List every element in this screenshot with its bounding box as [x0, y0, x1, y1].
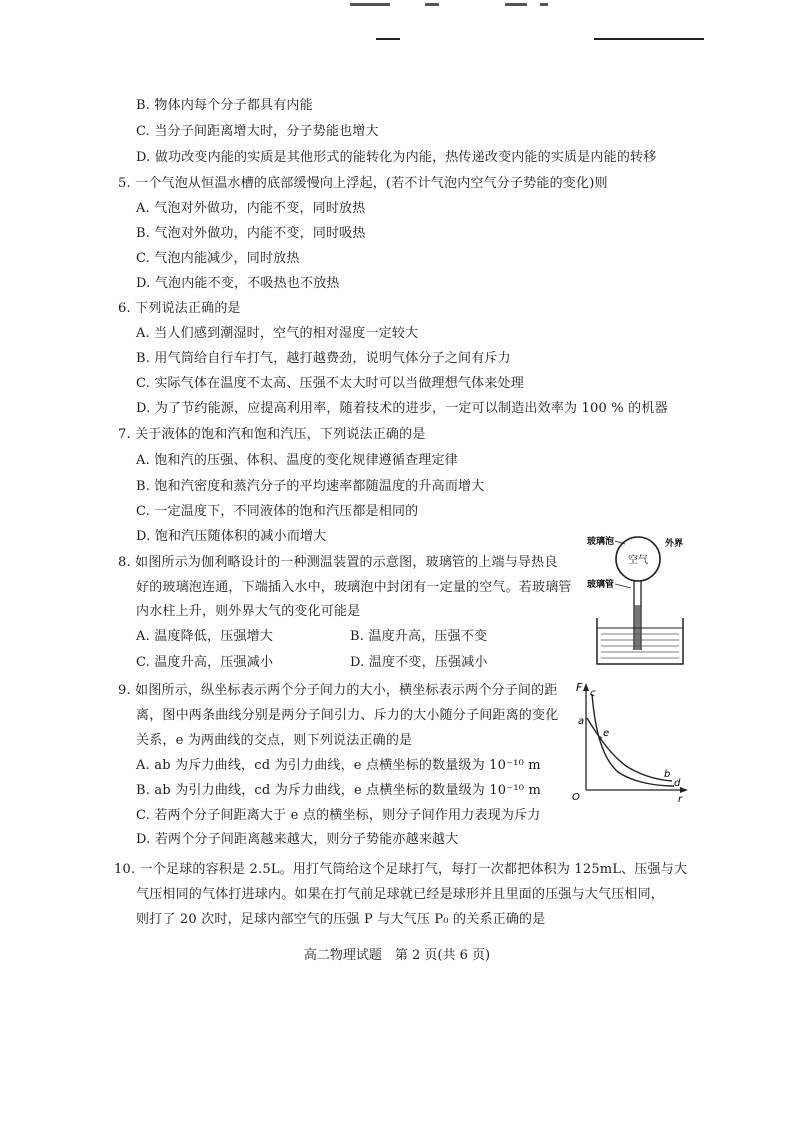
question-7: 7. 关于液体的饱和汽和饱和汽压，下列说法正确的是	[118, 427, 426, 442]
option-text: B. 饱和汽密度和蒸汽分子的平均速率都随温度的升高而增大	[136, 479, 485, 494]
figure-8-outside-label: 外界	[665, 539, 684, 549]
figure-9-point-e: e	[603, 728, 610, 739]
option-text: B. 用气筒给自行车打气，越打越费劲，说明气体分子之间有斥力	[136, 351, 511, 366]
option-text: C. 气泡内能减少，同时放热	[136, 251, 300, 266]
option-text: B. ab 为引力曲线，cd 为斥力曲线，e 点横坐标的数量级为 10⁻¹⁰ m	[136, 783, 542, 798]
question-6: 6. 下列说法正确的是	[118, 301, 241, 316]
figure-9-point-a: a	[578, 716, 585, 727]
figure-9-point-c: c	[590, 688, 596, 699]
question-8-cont: 好的玻璃泡连通，下端插入水中，玻璃泡中封闭有一定量的空气。若玻璃管	[136, 580, 572, 595]
figure-8-tube-label: 玻璃管	[587, 580, 615, 590]
option-text: B. 温度升高，压强不变	[350, 629, 488, 644]
figure-9-point-b: b	[664, 769, 671, 780]
option-text: D. 若两个分子间距离越来越大，则分子势能亦越来越大	[136, 832, 459, 847]
page-footer: 高二物理试题 第 2 页(共 6 页)	[303, 948, 491, 963]
question-9-cont: 离，图中两条曲线分别是两分子间引力、斥力的大小随分子间距离的变化	[136, 708, 559, 723]
option-text: A. 饱和汽的压强、体积、温度的变化规律遵循查理定律	[136, 453, 458, 468]
option-text: D. 气泡内能不变，不吸热也不放热	[136, 276, 340, 291]
figure-9-force-graph	[566, 680, 691, 805]
option-text: A. 温度降低，压强增大	[136, 629, 274, 644]
option-text: B. 物体内每个分子都具有内能	[136, 98, 313, 113]
question-9: 9. 如图所示，纵坐标表示两个分子间力的大小，横坐标表示两个分子间的距	[118, 683, 558, 698]
question-9-cont: 关系，e 为两曲线的交点，则下列说法正确的是	[136, 733, 413, 748]
figure-9-origin-label: O	[572, 792, 580, 803]
header-rule-left	[376, 38, 400, 40]
option-text: D. 做功改变内能的实质是其他形式的能转化为内能，热传递改变内能的实质是内能的转移	[136, 150, 657, 165]
figure-9-y-axis-label: F	[576, 681, 583, 694]
option-text: A. ab 为斥力曲线，cd 为引力曲线，e 点横坐标的数量级为 10⁻¹⁰ m	[136, 758, 541, 773]
question-10: 10. 一个足球的容积是 2.5L。用打气筒给这个足球打气，每打一次都把体积为 125mL、压强与大	[114, 862, 688, 877]
figure-9-point-d: d	[674, 778, 681, 789]
option-text: B. 气泡对外做功，内能不变，同时吸热	[136, 226, 366, 241]
option-text: C. 一定温度下，不同液体的饱和汽压都是相同的	[136, 504, 419, 519]
question-8-cont: 内水柱上升，则外界大气的变化可能是	[136, 604, 361, 619]
option-text: D. 饱和汽压随体积的减小而增大	[136, 529, 327, 544]
option-text: C. 温度升高，压强减小	[136, 655, 274, 670]
option-text: C. 若两个分子间距离大于 e 点的横坐标，则分子间作用力表现为斥力	[136, 808, 541, 823]
option-text: A. 当人们感到潮湿时，空气的相对湿度一定较大	[136, 326, 419, 341]
option-text: D. 温度不变，压强减小	[350, 655, 488, 670]
option-text: A. 气泡对外做功，内能不变，同时放热	[136, 201, 366, 216]
question-5: 5. 一个气泡从恒温水槽的底部缓慢向上浮起，(若不计气泡内空气分子势能的变化)则	[118, 176, 608, 191]
figure-8-bulb-label: 玻璃泡	[587, 537, 615, 547]
figure-8-air-label: 空气	[628, 555, 648, 566]
figure-8-thermometer	[585, 532, 695, 670]
option-text: D. 为了节约能源，应提高利用率，随着技术的进步，一定可以制造出效率为 100 % 的机器	[136, 401, 668, 416]
question-8: 8. 如图所示为伽利略设计的一种测温装置的示意图，玻璃管的上端与导热良	[118, 555, 558, 570]
header-rule-right	[594, 38, 704, 40]
figure-9-x-axis-label: r	[678, 794, 683, 805]
question-10-cont: 气压相同的气体打进球内。如果在打气前足球就已经是球形并且里面的压强与大气压相同，	[136, 887, 665, 902]
scan-artifact-top	[330, 0, 590, 12]
option-text: C. 当分子间距离增大时，分子势能也增大	[136, 124, 379, 139]
option-text: C. 实际气体在温度不太高、压强不太大时可以当做理想气体来处理	[136, 376, 524, 391]
question-10-cont: 则打了 20 次时，足球内部空气的压强 P 与大气压 P₀ 的关系正确的是	[136, 912, 546, 927]
